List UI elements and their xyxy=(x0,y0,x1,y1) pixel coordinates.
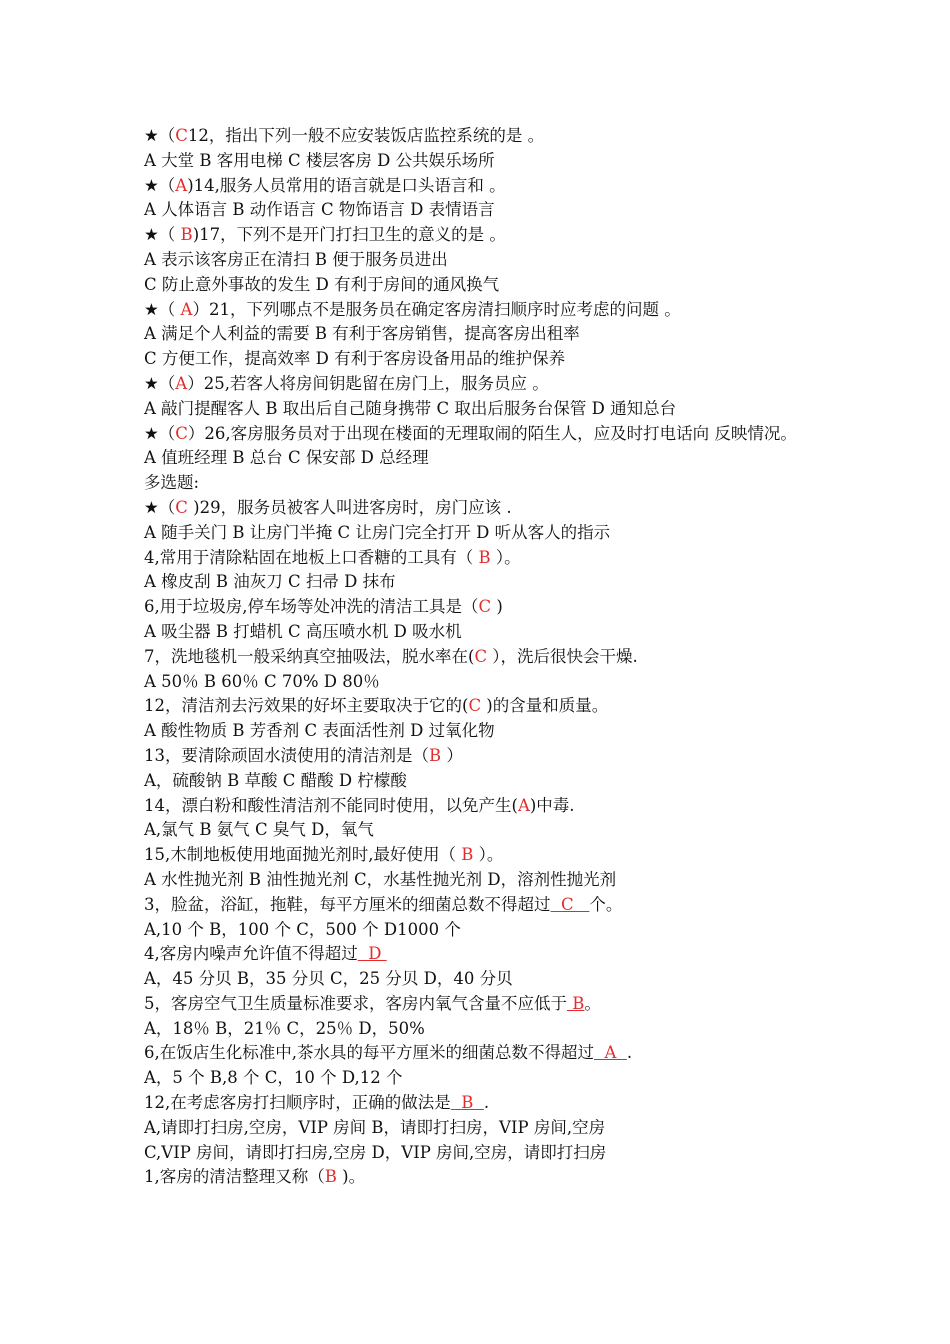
line-text: )中毒. xyxy=(529,795,575,815)
text-line xyxy=(144,794,824,819)
line-text: 15,木制地板使用地面抛光剂时,最好使用（ xyxy=(144,845,462,865)
text-line xyxy=(144,967,824,992)
line-text: A 吸尘器 B 打蜡机 C 高压喷水机 D 吸水机 xyxy=(144,621,462,641)
text-line xyxy=(144,372,824,397)
line-text: ★（ xyxy=(144,225,181,245)
line-text: 多选题: xyxy=(144,473,200,493)
line-text: 13，要清除顽固水渍使用的清洁剂是（ xyxy=(144,745,429,765)
answer-mark: C xyxy=(550,894,590,914)
text-line xyxy=(144,694,824,719)
line-text: ）21，下列哪点不是服务员在确定客房清扫顺序时应考虑的问题 。 xyxy=(192,299,681,319)
text-line xyxy=(144,1116,824,1141)
line-text: ）26,客房服务员对于出现在楼面的无理取闹的陌生人，应及时打电话向 反映情况。 xyxy=(187,423,797,443)
text-line xyxy=(144,248,824,273)
text-line xyxy=(144,744,824,769)
text-line xyxy=(144,942,824,967)
line-text: ★（ xyxy=(144,175,176,195)
text-line xyxy=(144,843,824,868)
line-text: A 表示该客房正在清扫 B 便于服务员进出 xyxy=(144,249,448,269)
text-line xyxy=(144,670,824,695)
line-text: ）。 xyxy=(473,845,504,865)
answer-mark: A xyxy=(180,299,193,319)
line-text: A，18％ B，21％ C，25％ D，50% xyxy=(144,1018,425,1038)
text-line xyxy=(144,918,824,943)
answer-mark: A xyxy=(594,1043,627,1063)
text-line xyxy=(144,471,824,496)
text-line xyxy=(144,1091,824,1116)
text-line xyxy=(144,347,824,372)
line-text: A 随手关门 B 让房门半掩 C 让房门完全打开 D 听从客人的指示 xyxy=(144,522,611,542)
text-line xyxy=(144,595,824,620)
text-line xyxy=(144,570,824,595)
line-text: A,氯气 B 氨气 C 臭气 D，氧气 xyxy=(144,820,374,840)
answer-mark: B xyxy=(429,745,442,765)
text-line xyxy=(144,198,824,223)
answer-mark: B xyxy=(567,993,585,1013)
line-text: ）。 xyxy=(490,547,521,567)
line-text: 14，漂白粉和酸性清洁剂不能同时使用，以免产生( xyxy=(144,795,518,815)
line-text: A 酸性物质 B 芳香剂 C 表面活性剂 D 过氧化物 xyxy=(144,721,495,741)
line-text: . xyxy=(626,1043,633,1063)
answer-mark: A xyxy=(175,175,188,195)
text-line xyxy=(144,1165,824,1190)
answer-mark: C xyxy=(478,597,492,617)
line-text: A 50％ B 60％ C 70% D 80％ xyxy=(144,671,380,691)
text-line xyxy=(144,1017,824,1042)
line-text: . xyxy=(483,1093,490,1113)
line-text: )17，下列不是开门打扫卫生的意义的是 。 xyxy=(192,225,506,245)
line-text: C,VIP 房间，请即打扫房,空房 D，VIP 房间,空房，请即打扫房 xyxy=(144,1142,607,1162)
line-text: ★（ xyxy=(144,126,176,145)
line-text: 个。 xyxy=(589,894,623,914)
line-text: A 值班经理 B 总台 C 保安部 D 总经理 xyxy=(144,448,429,468)
text-line xyxy=(144,719,824,744)
line-text: )的含量和质量。 xyxy=(481,696,609,716)
answer-mark: B xyxy=(461,845,474,865)
line-text: A，45 分贝 B，35 分贝 C，25 分贝 D，40 分贝 xyxy=(144,969,513,989)
line-text: A 水性抛光剂 B 油性抛光剂 C，水基性抛光剂 D，溶剂性抛光剂 xyxy=(144,869,617,889)
text-line xyxy=(144,546,824,571)
text-line xyxy=(144,893,824,918)
answer-mark: C xyxy=(474,646,488,666)
answer-mark: C xyxy=(468,696,482,716)
text-line xyxy=(144,322,824,347)
line-text: 6,用于垃圾房,停车场等处冲洗的清洁工具是（ xyxy=(144,597,479,617)
text-line xyxy=(144,1066,824,1091)
answer-mark: B xyxy=(450,1093,484,1113)
text-line xyxy=(144,521,824,546)
text-line xyxy=(144,422,824,447)
text-line xyxy=(144,769,824,794)
line-text: A,请即打扫房,空房，VIP 房间 B，请即打扫房，VIP 房间,空房 xyxy=(144,1117,606,1137)
text-line xyxy=(144,868,824,893)
text-line xyxy=(144,496,824,521)
text-line xyxy=(144,174,824,199)
line-text: A 敲门提醒客人 B 取出后自己随身携带 C 取出后服务台保管 D 通知总台 xyxy=(144,398,677,418)
line-text: 6,在饭店生化标准中,茶水具的每平方厘米的细菌总数不得超过 xyxy=(144,1043,594,1063)
line-text: A 人体语言 B 动作语言 C 物饰语言 D 表情语言 xyxy=(144,200,495,220)
line-text: A 满足个人利益的需要 B 有利于客房销售，提高客房出租率 xyxy=(144,324,580,344)
text-line xyxy=(144,992,824,1017)
line-text: )14,服务人员常用的语言就是口头语言和 。 xyxy=(187,175,506,195)
line-text: )。 xyxy=(336,1167,366,1187)
answer-mark: C xyxy=(175,126,188,145)
text-line xyxy=(144,818,824,843)
line-text: 12,在考虑客房打扫顺序时，正确的做法是 xyxy=(144,1093,451,1113)
line-text: A 橡皮刮 B 油灰刀 C 扫帚 D 抹布 xyxy=(144,572,396,592)
text-line xyxy=(144,1041,824,1066)
line-text: 12，指出下列一般不应安装饭店监控系统的是 。 xyxy=(187,126,545,145)
line-text: A,10 个 B，100 个 C，500 个 D1000 个 xyxy=(144,919,461,939)
line-text: C 方便工作，提高效率 D 有利于客房设备用品的维护保养 xyxy=(144,349,566,369)
line-text: ) xyxy=(491,597,503,617)
line-text: ），洗后很快会干燥. xyxy=(487,646,638,666)
text-line xyxy=(144,124,824,149)
answer-mark: A xyxy=(517,795,530,815)
line-text: 12，清洁剂去污效果的好坏主要取决于它的( xyxy=(144,696,469,716)
text-line xyxy=(144,446,824,471)
line-text: 7，洗地毯机一般采纳真空抽吸法，脱水率在( xyxy=(144,646,475,666)
text-line xyxy=(144,223,824,248)
line-text: 4,客房内噪声允许值不得超过 xyxy=(144,944,358,964)
line-text: ） xyxy=(441,745,463,765)
line-text: A，5 个 B,8 个 C，10 个 D,12 个 xyxy=(144,1068,403,1088)
answer-mark: C xyxy=(175,423,188,443)
line-text: ）25,若客人将房间钥匙留在房门上，服务员应 。 xyxy=(187,373,549,393)
text-line xyxy=(144,273,824,298)
line-text: A，硫酸钠 B 草酸 C 醋酸 D 柠檬酸 xyxy=(144,770,407,790)
line-text: 4,常用于清除粘固在地板上口香糖的工具有（ xyxy=(144,547,479,567)
line-text: A 大堂 B 客用电梯 C 楼层客房 D 公共娱乐场所 xyxy=(144,150,495,170)
answer-mark: D xyxy=(357,944,387,964)
line-text: C 防止意外事故的发生 D 有利于房间的通风换气 xyxy=(144,274,500,294)
line-text: 5，客房空气卫生质量标准要求，客房内氧气含量不应低于 xyxy=(144,993,567,1013)
line-text: ★（ xyxy=(144,299,181,319)
text-line xyxy=(144,298,824,323)
line-text: ★（ xyxy=(144,373,176,393)
text-line xyxy=(144,397,824,422)
text-line xyxy=(144,620,824,645)
text-line xyxy=(144,1141,824,1166)
text-line xyxy=(144,149,824,174)
answer-mark: B xyxy=(180,225,193,245)
line-text: 3，脸盆，浴缸，拖鞋，每平方厘米的细菌总数不得超过 xyxy=(144,894,551,914)
line-text: )29，服务员被客人叫进客房时，房门应该 . xyxy=(193,497,512,517)
answer-mark: B xyxy=(324,1167,337,1187)
question-list xyxy=(144,124,824,1190)
answer-mark: C xyxy=(175,497,194,517)
line-text: ★（ xyxy=(144,497,176,517)
text-line xyxy=(144,645,824,670)
line-text: 1,客房的清洁整理又称（ xyxy=(144,1167,325,1187)
line-text: 。 xyxy=(584,993,601,1013)
line-text: ★（ xyxy=(144,423,176,443)
answer-mark: B xyxy=(478,547,491,567)
answer-mark: A xyxy=(175,373,188,393)
